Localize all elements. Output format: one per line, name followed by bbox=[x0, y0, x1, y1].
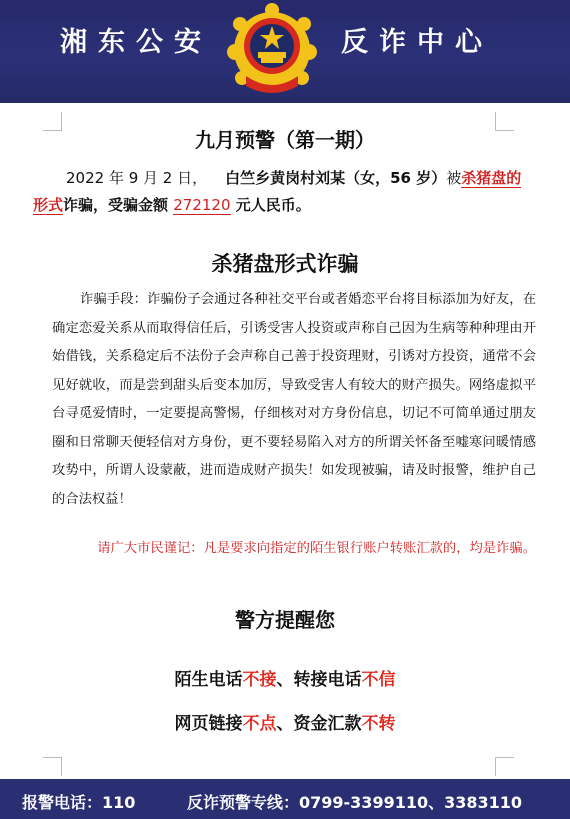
slogan-text: 陌生电话 bbox=[174, 670, 243, 690]
issue-title: 九月预警（第一期） bbox=[195, 128, 375, 152]
slogan-phone bbox=[0, 665, 570, 690]
case-amount-unit: 元人民币。 bbox=[230, 196, 311, 214]
slogan-highlight: 不转 bbox=[361, 714, 396, 734]
case-scam-suffix: 诈骗，受骗金额 bbox=[63, 196, 174, 214]
header-right-title: 反诈中心 bbox=[341, 27, 493, 58]
corner-mark bbox=[495, 757, 514, 776]
footer-banner bbox=[0, 779, 570, 819]
slogan-highlight: 不信 bbox=[361, 670, 396, 690]
case-summary bbox=[33, 165, 538, 219]
warning-notice: 请广大市民谨记：凡是要求向指定的陌生银行账户转账汇款的，均是诈骗。 bbox=[97, 541, 536, 556]
header-banner bbox=[0, 0, 570, 103]
slogan-highlight: 不点 bbox=[242, 714, 277, 734]
slogan-link bbox=[0, 709, 570, 734]
emergency-number: 报警电话：110 bbox=[22, 793, 136, 812]
case-date: 2022 年 9 月 2 日， bbox=[66, 169, 208, 187]
slogan-text: 、转接电话 bbox=[276, 670, 362, 690]
police-emblem-icon bbox=[226, 2, 318, 100]
case-amount: 272120 bbox=[173, 196, 231, 214]
reminder-title: 警方提醒您 bbox=[235, 608, 335, 632]
case-victim: 白竺乡黄岗村刘某（女，56 岁） bbox=[225, 169, 447, 187]
case-connector: 被 bbox=[446, 169, 462, 187]
case-scam-type-cont: 形式 bbox=[33, 196, 64, 214]
anti-fraud-hotline: 反诈预警专线：0799-3399110、3383110 bbox=[187, 793, 523, 812]
header-left-title: 湘东公安 bbox=[60, 27, 212, 58]
section-title: 杀猪盘形式诈骗 bbox=[211, 252, 359, 276]
corner-mark bbox=[43, 757, 62, 776]
slogan-text: 、资金汇款 bbox=[276, 714, 362, 734]
fraud-description: 诈骗手段：诈骗份子会通过各种社交平台或者婚恋平台将目标添加为好友，在确定恋爱关系从而取得信任后，引诱受害人投资或声称自己因为生病等种种理由开始借钱，关系稳定后不法份子会声称自己善于投资理财，引诱对方投资，通常不会见好就收，而是尝到甜头后变本加厉，导致受害人有较大的财产损失。网络虚拟平台寻觅爱情时，一定要提高警惕，仔细核对对方身份信息，切记不可简单通过朋友圈和日常聊天便轻信对方身份，更不要轻易陷入对方的所谓关怀备至嘘寒问暖情感攻势中，所谓人设蒙蔽，进而造成财产损失！如发现被骗，请及时报警，维护自己的合法权益！ bbox=[52, 292, 536, 507]
slogan-text: 网页链接 bbox=[174, 714, 243, 734]
case-scam-type: 杀猪盘的 bbox=[461, 169, 522, 187]
slogan-highlight: 不接 bbox=[242, 670, 277, 690]
